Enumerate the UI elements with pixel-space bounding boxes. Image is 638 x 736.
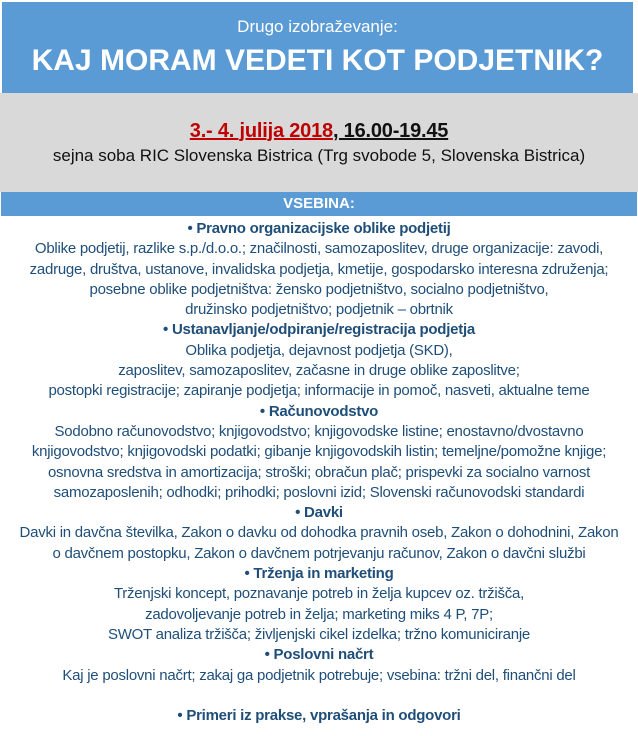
event-date-line — [190, 120, 448, 143]
event-date: 3.- 4. julija 2018 — [189, 119, 333, 142]
agenda-heading: • Davki — [295, 504, 343, 522]
header-subtitle: Drugo izobraževanje: — [237, 17, 398, 36]
agenda-line: zadruge, društva, ustanove, invalidska podjetja, kmetije, gospodarsko interesna združenja; — [29, 260, 609, 278]
agenda-line: SWOT analiza tržišča; življenjski cikel izdelka; tržno komuniciranje — [107, 625, 531, 643]
event-info-band — [0, 93, 638, 192]
agenda-line: knjigovodstvo; knjigovodski podatki; gibanje knjigovodskih listin; temeljne/pomožne knjige; — [31, 443, 607, 461]
flyer-page — [0, 2, 638, 736]
event-time: , 16.00-19.45 — [332, 119, 449, 142]
agenda-line: zaposlitev, samozaposlitev, začasne in druge oblike zaposlitve; — [118, 362, 520, 380]
content-header-bar: VSEBINA: — [1, 192, 637, 216]
agenda-heading: • Trženja in marketing — [244, 565, 394, 583]
agenda-line: o davčnem postopku, Zakon o davčnem potrjevanju računov, Zakon o davčni službi — [52, 544, 586, 562]
agenda-line: postopki registracije; zapiranje podjetja; informacije in pomoč, nasveti, aktualne teme — [48, 382, 590, 400]
agenda-line: Oblike podjetij, razlike s.p./d.o.o.; značilnosti, samozaposlitev, druge organizacije: zavodi, — [34, 240, 604, 258]
event-location: sejna soba RIC Slovenska Bistrica (Trg svobode 5, Slovenska Bistrica) — [52, 145, 586, 165]
agenda-list — [0, 216, 638, 726]
agenda-heading: • Poslovni načrt — [264, 646, 374, 664]
agenda-heading: • Ustanavljanje/odpiranje/registracija podjetja — [163, 321, 475, 339]
agenda-heading: • Računovodstvo — [259, 402, 379, 420]
agenda-heading: • Pravno organizacijske oblike podjetij — [187, 220, 451, 237]
agenda-line: posebne oblike podjetništva: žensko podjetništvo, socialno podjetništvo, — [89, 280, 549, 298]
agenda-line: samozaposlenih; odhodki; prihodki; poslovni izid; Slovenski računovodski standardi — [53, 483, 585, 501]
agenda-line: družinsko podjetništvo; podjetnik – obrtnik — [185, 301, 453, 319]
agenda-line: Oblika podjetja, dejavnost podjetja (SKD), — [185, 341, 453, 359]
agenda-heading: • Primeri iz prakse, vprašanja in odgovori — [177, 706, 461, 724]
agenda-line: Kaj je poslovni načrt; zakaj ga podjetnik potrebuje; vsebina: tržni del, finančni del — [62, 666, 576, 684]
agenda-line: Sodobno računovodstvo; knjigovodstvo; knjigovodske listine; enostavno/dvostavno — [54, 422, 584, 440]
page-title: KAJ MORAM VEDETI KOT PODJETNIK? — [31, 44, 604, 77]
header-banner — [2, 2, 633, 93]
agenda-line: osnovna sredstva in amortizacija; stroški; obračun plač; prispevki za socialno varnost — [47, 463, 591, 481]
agenda-line: Davki in davčna številka, Zakon o davku od dohodka pravnih oseb, Zakon o dohodnini, Zakon — [19, 524, 619, 542]
agenda-line: zadovoljevanje potreb in želja; marketing miks 4 P, 7P; — [145, 605, 493, 623]
agenda-line: Trženjski koncept, poznavanje potreb in želja kupcev oz. tržišča, — [113, 585, 525, 603]
